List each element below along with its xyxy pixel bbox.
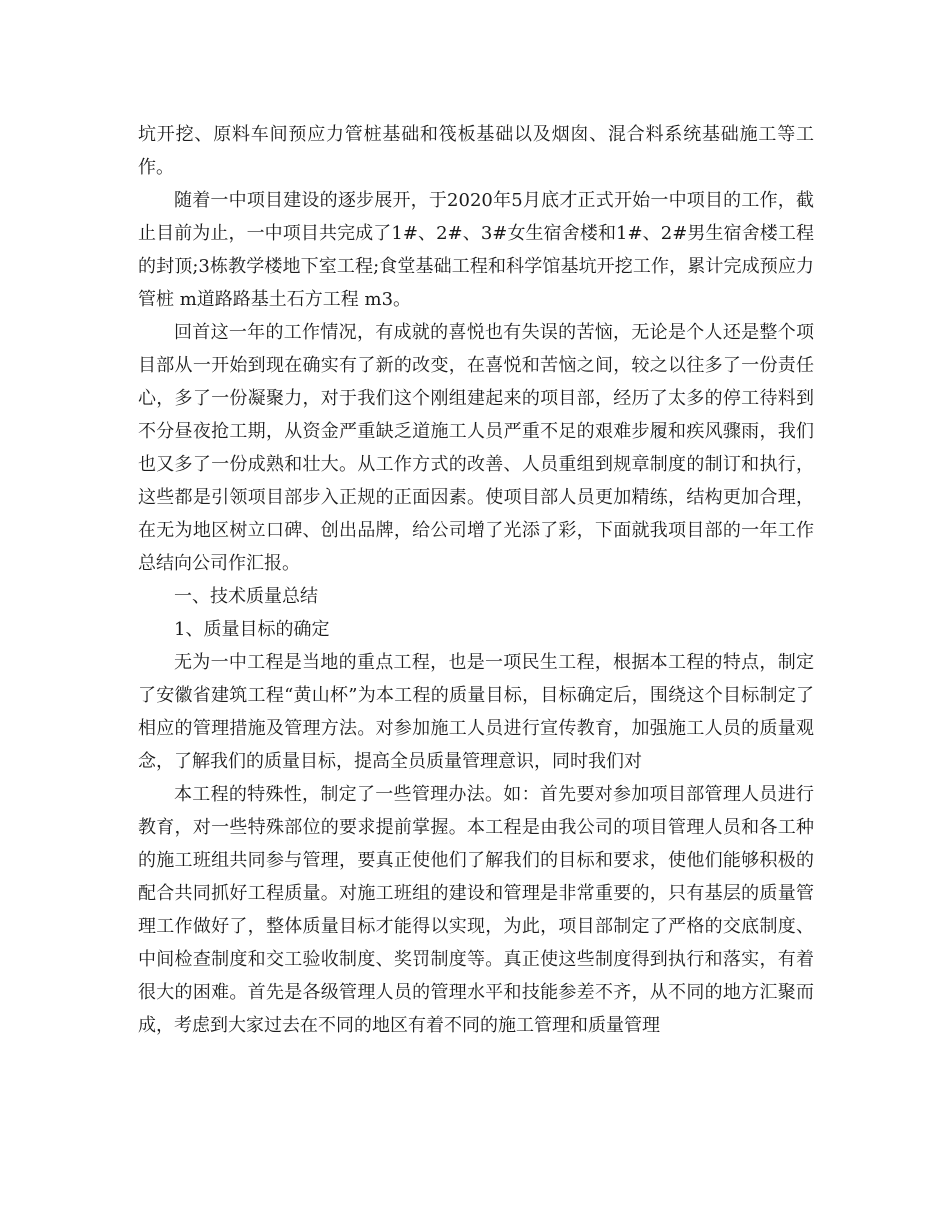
paragraph-year-review: 回首这一年的工作情况，有成就的喜悦也有失误的苦恼，无论是个人还是整个项目部从一开始到现在确实有了新的改变，在喜悦和苦恼之间，较之以往多了一份责任心，多了一份凝聚力，对于我们这个刚组建起来的项目部，经历了太多的停工待料到不分昼夜抢工期，从资金严重缺乏道施工人员严重不足的艰难步履和疾风骤雨，我们也又多了一份成熟和壮大。从工作方式的改善、人员重组到规章制度的制订和执行，这些都是引领项目部步入正规的正面因素。使项目部人员更加精练，结构更加合理，在无为地区树立口碑、创出品牌，给公司增了光添了彩，下面就我项目部的一年工作总结向公司作汇报。	[138, 322, 814, 574]
paragraph-quality-goal: 无为一中工程是当地的重点工程，也是一项民生工程，根据本工程的特点，制定了安徽省建筑工程“黄山杯”为本工程的质量目标，目标确定后，围绕这个目标制定了相应的管理措施及管理方法。对参加施工人员进行宣传教育，加强施工人员的质量观念，了解我们的质量目标，提高全员质量管理意识，同时我们对	[138, 652, 814, 772]
section-heading-technical-quality: 一、技术质量总结	[174, 586, 318, 607]
paragraph-project-progress: 随着一中项目建设的逐步展开，于2020年5月底才正式开始一中项目的工作，截止目前为止，一中项目共完成了1#、2#、3#女生宿舍楼和1#、2#男生宿舍楼工程的封顶;3栋教学楼地下室工程;食堂基础工程和科学馆基坑开挖工作，累计完成预应力管桩 m道路路基土石方工程 m3。	[138, 190, 814, 310]
subsection-heading-quality-goal: 1、质量目标的确定	[174, 619, 330, 640]
paragraph-management-measures: 本工程的特殊性，制定了一些管理办法。如：首先要对参加项目部管理人员进行教育，对一些特殊部位的要求提前掌握。本工程是由我公司的项目管理人员和各工种的施工班组共同参与管理，要真正使他们了解我们的目标和要求，使他们能够积极的配合共同抓好工程质量。对施工班组的建设和管理是非常重要的，只有基层的质量管理工作做好了，整体质量目标才能得以实现，为此，项目部制定了严格的交底制度、中间检查制度和交工验收制度、奖罚制度等。真正使这些制度得到执行和落实，有着很大的困难。首先是各级管理人员的管理水平和技能参差不齐，从不同的地方汇聚而成，考虑到大家过去在不同的地区有着不同的施工管理和质量管理	[138, 784, 814, 1036]
document-page	[138, 118, 814, 1042]
paragraph-continuation: 坑开挖、原料车间预应力管桩基础和筏板基础以及烟囱、混合料系统基础施工等工作。	[138, 124, 814, 178]
